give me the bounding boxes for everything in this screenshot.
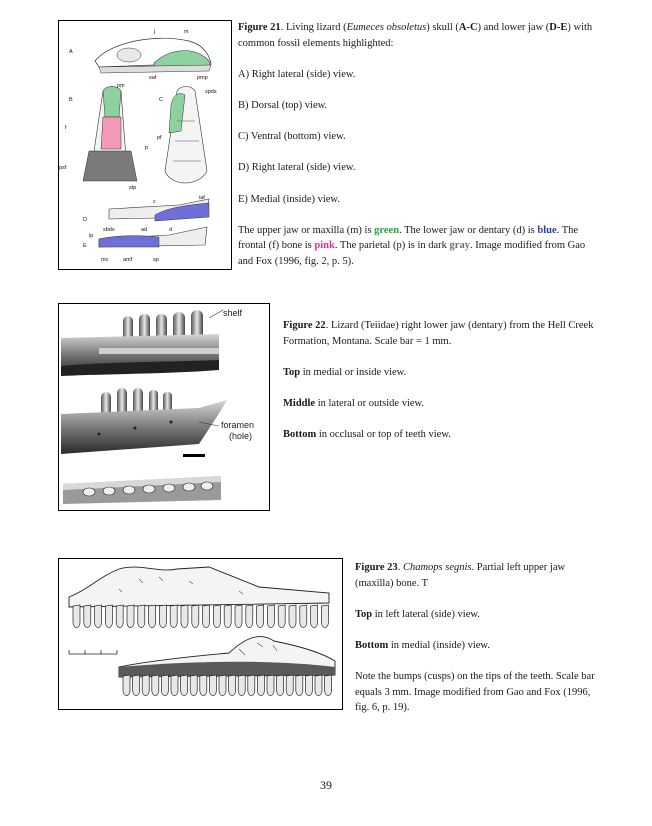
fig23-bottom-view: Bottom in medial (inside) view. [355,639,490,651]
scale-bar-3mm [69,650,117,654]
svg-text:f: f [65,125,67,131]
svg-text:m: m [184,29,189,35]
maxilla-tooth [305,675,312,696]
maxilla-tooth [152,675,159,696]
fig23-note: Note the bumps (cusps) on the tips of the teeth. Scale bar equals 3 mm. Image modified from Gao and Fox (1996, fig. 6, p. 19). [355,671,595,714]
maxilla-tooth [95,605,102,628]
svg-text:saf: saf [149,75,157,81]
teiid-dentary-photos [59,304,269,510]
maxilla-tooth [315,675,322,696]
maxilla-tooth [277,675,284,696]
maxilla-tooth [325,675,332,696]
fig23-top-view: Top in left lateral (side) view. [355,608,480,620]
maxilla-tooth [321,605,328,628]
label-B: B [69,97,73,103]
figure-23-title: Figure 23. Chamops segnis. Partial left upper jaw (maxilla) bone. T [355,562,566,589]
maxilla-tooth [181,675,188,696]
view-b: B) Dorsal (top) view. [238,99,328,111]
maxilla-tooth [149,605,156,628]
maxilla-b [103,87,121,118]
svg-text:spds: spds [205,89,217,95]
scale-bar [183,454,205,457]
svg-text:ad: ad [141,227,148,233]
maxilla-tooth [123,675,130,696]
maxilla-tooth [73,605,80,628]
svg-text:pm: pm [117,83,125,89]
maxilla-tooth [161,675,168,696]
dentary-medial-view [61,310,219,376]
label-C: C [159,97,163,103]
maxilla-lateral-view [69,567,329,628]
shelf-label: shelf [223,308,243,318]
view-c: C) Ventral (bottom) view. [238,131,346,143]
maxilla-tooth [238,675,245,696]
maxilla-tooth [267,605,274,628]
maxilla-tooth [224,605,231,628]
maxilla-tooth [300,605,307,628]
figure-21-caption [238,20,598,285]
fig22-middle-view: Middle in lateral or outside view. [283,397,425,409]
foramen-label: foramen [221,420,255,430]
svg-text:c: c [153,199,156,205]
maxilla-tooth [257,605,264,628]
page-number: 39 [320,778,332,792]
maxilla-tooth [278,605,285,628]
label-A: A [69,49,73,55]
maxilla-tooth [311,605,318,628]
view-e: E) Medial (inside) view. [238,193,340,205]
maxilla-tooth [289,605,296,628]
maxilla-medial-view [119,637,335,696]
figure-21-image [58,20,232,270]
figure-22-title: Figure 22. Lizard (Teiidae) right lower jaw (dentary) from the Hell Creek Formation, Montana. Scale bar = 1 mm. [283,320,594,347]
view-d: D) Right lateral (side) view. [238,162,356,174]
svg-text:sbds: sbds [103,227,115,233]
maxilla-tooth [171,675,178,696]
maxilla-tooth [219,675,226,696]
figure-21-title: Figure 21. Living lizard (Eumeces obsoletus) skull (A-C) and lower jaw (D-E) with common fossil elements highlighted: [238,22,593,49]
svg-text:iaf: iaf [199,195,205,201]
maxilla-tooth [203,605,210,628]
figure-22-image [58,303,270,511]
figure-23-caption [355,560,605,732]
maxilla-tooth [209,675,216,696]
maxilla-tooth [127,605,134,628]
label-D: D [83,217,87,223]
label-E: E [83,243,87,249]
maxilla-tooth [170,605,177,628]
svg-text:stp: stp [129,185,137,191]
maxilla-tooth [235,605,242,628]
maxilla-tooth [267,675,274,696]
svg-text:d: d [169,227,173,233]
color-legend-note: The upper jaw or maxilla (m) is green. The lower jaw or dentary (d) is blue. The frontal (f) bone is pink. The parietal (p) is in dark gray. Image modified from Gao and Fox (1996, fig. 2, p. 5). [238,224,586,267]
skull-c-outline [165,87,207,184]
dentary-lateral-view [61,388,227,454]
chamops-maxilla-drawing [59,559,342,709]
svg-text:psf: psf [59,165,67,171]
figure-22-caption [283,318,603,458]
maxilla-tooth [138,605,145,628]
svg-text:mc: mc [101,257,109,263]
maxilla-tooth [105,605,112,628]
maxilla-tooth [159,605,166,628]
maxilla-tooth [192,605,199,628]
maxilla-tooth [200,675,207,696]
svg-text:j: j [154,29,156,35]
svg-text:p: p [145,145,149,151]
fig22-bottom-view: Bottom in occlusal or top of teeth view. [283,429,451,441]
maxilla-tooth [181,605,188,628]
maxilla-tooth [296,675,303,696]
maxilla-tooth [84,605,91,628]
svg-text:ip: ip [89,233,94,239]
figure-23-image [58,558,343,710]
view-a: A) Right lateral (side) view. [238,68,356,80]
maxilla-tooth [286,675,293,696]
maxilla-tooth [133,675,140,696]
svg-text:sp: sp [153,257,159,263]
fig22-top-view: Top in medial or inside view. [283,366,407,378]
dentary-e [99,236,159,247]
parietal-b [83,151,137,181]
frontal-b [101,117,121,149]
svg-text:pf: pf [157,135,162,141]
maxilla-tooth [213,605,220,628]
hole-label: (hole) [229,431,253,441]
lizard-skull-diagram [59,21,231,269]
maxilla-tooth [229,675,236,696]
maxilla-tooth [246,605,253,628]
maxilla-tooth [116,605,123,628]
maxilla-tooth [190,675,197,696]
maxilla-tooth [248,675,255,696]
maxilla-tooth [142,675,149,696]
svg-text:pmp: pmp [197,75,208,81]
maxilla-tooth [257,675,264,696]
svg-text:amf: amf [123,257,133,263]
dentary-occlusal-view [63,476,221,504]
